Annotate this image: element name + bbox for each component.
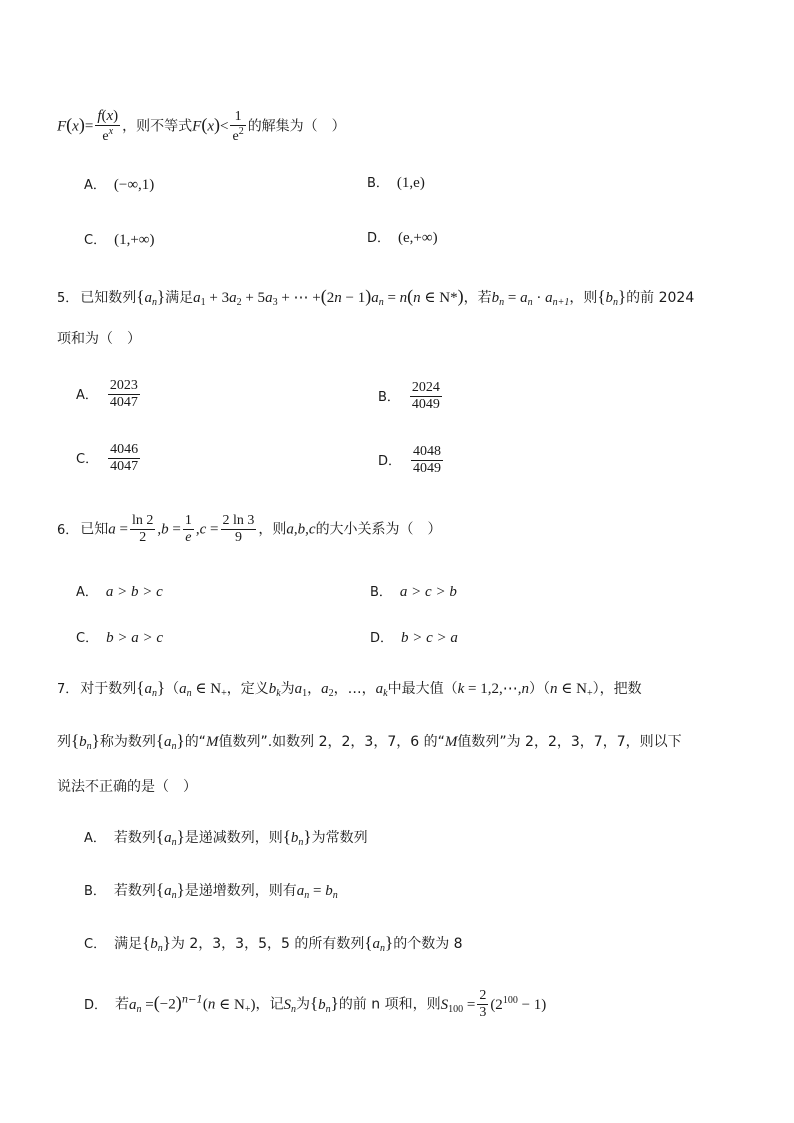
q7-statement: 7． 对于数列$\{a_n\}(a_n$ ∈ $N_+$，定义$b_k$为$a_1$，$a_2$，…，$a_k$中最大值（k = 1,2,⋯,n）（n ∈ $N_+$），把数 <box>57 678 642 699</box>
q5-option-c[interactable]: C． $\frac{4046}{4047}$ <box>76 442 139 475</box>
q4-option-b[interactable]: B． (1,e) <box>367 175 425 191</box>
q4-option-a[interactable]: A． (−∞,1) <box>84 177 155 193</box>
q5-option-a[interactable]: A． $\frac{2023}{4047}$ <box>76 378 138 411</box>
q7-option-b[interactable]: B． 若数列$\{a_n\}$是递增数列，则有$a_n = b_n$ <box>84 880 338 901</box>
q7-statement-line2: 列$\{b_n\}$称为数列$\{a_n\}$的“M值数列”.如数列 2，2，3，7，6 的“M值数列”为 2，2，3，7，7，则以下 <box>57 731 682 752</box>
q6-option-a[interactable]: A． a > b > c <box>76 584 163 600</box>
q4-option-d[interactable]: D． (e,+∞) <box>367 230 438 246</box>
q6-option-c[interactable]: C． b > a > c <box>76 630 163 646</box>
q5-statement: 5． 已知数列$\{a_n\}$满足$a_1 + 3a_2 + 5a_3$ + ⋯ $+(2n - 1)a_n = n(n$ ∈ N*)，若$b_n = a_n \cdot a_{n+1}$，则$\{b_n\}$的前 2024 <box>57 286 695 308</box>
q6-statement: 6． 已知a = $\frac{\ln 2}{2}$ ,b = $\frac{1}{e}$ ,c = $\frac{2 \ln 3}{9}$ ，则a,b,c的大小关系为（ ） <box>57 513 442 546</box>
q6-option-b[interactable]: B． a > c > b <box>370 584 457 600</box>
q5-option-d[interactable]: D． $\frac{4048}{4049}$ <box>378 444 442 477</box>
q7-option-d[interactable]: D． 若$a_n =(-2)^{n-1}(n$ ∈ $N_+$)，记$S_n$为$\{b_n\}$的前 n 项和，则$S_{100}$ = $\frac{2}{3}$ $(2^{100} - 1)$ <box>84 988 547 1021</box>
q4-option-c[interactable]: C． (1,+∞) <box>84 232 155 248</box>
q5-option-b[interactable]: B． $\frac{2024}{4049}$ <box>378 380 440 413</box>
q7-statement-line3: 说法不正确的是（ ） <box>57 779 197 795</box>
q5-statement-line2: 项和为（ ） <box>57 331 141 347</box>
q7-option-c[interactable]: C． 满足$\{b_n\}$为 2，3，3，5，5 的所有数列$\{a_n\}$的个数为 8 <box>84 933 463 954</box>
q7-option-a[interactable]: A． 若数列$\{a_n\}$是递减数列，则$\{b_n\}$为常数列 <box>84 827 368 848</box>
q4-statement: F(x)= $\frac{f(x)}{e^x}$ ，则不等式F(x)< $\frac{1}{e^2}$ 的解集为（ ） <box>57 108 346 145</box>
q6-option-d[interactable]: D． b > c > a <box>370 630 458 646</box>
